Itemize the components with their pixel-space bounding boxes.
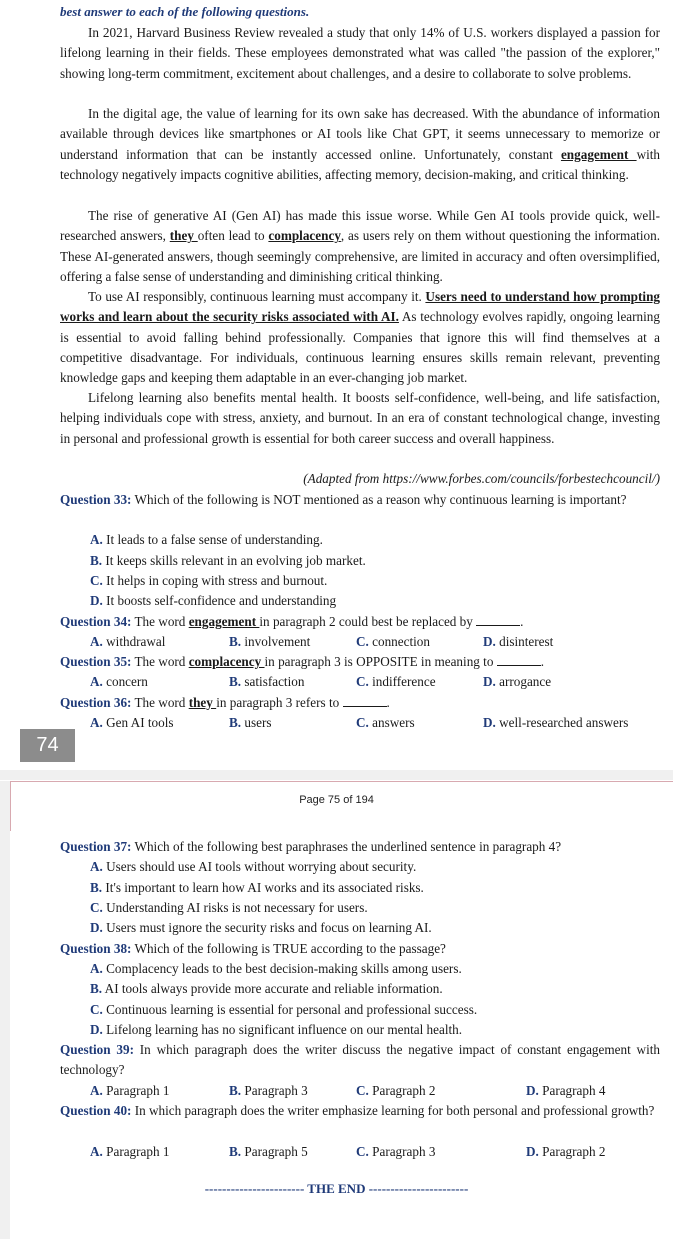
underlined-engagement: engagement — [560, 146, 637, 162]
paragraph-3: The rise of generative AI (Gen AI) has made this issue worse. While Gen AI tools provide quick, well-researched answers, they often lead to complacency, as users rely on them without questioning the information. These AI-generated answers, though seemingly comprehensive, are limited in accuracy and often oversimplified, offering a false sense of understanding and diminishing critical thinking. — [60, 208, 660, 284]
q35-option-c[interactable]: C. indifference — [356, 674, 436, 689]
q34-option-a[interactable]: A. withdrawal — [90, 634, 166, 649]
q35-option-a[interactable]: A. concern — [90, 674, 148, 689]
q38-option-c[interactable]: C. Continuous learning is essential for personal and professional success. — [90, 1002, 478, 1017]
page-left-margin — [0, 781, 10, 1239]
q33-option-b[interactable]: B. It keeps skills relevant in an evolving job market. — [90, 553, 366, 568]
q34-option-d[interactable]: D. disinterest — [483, 634, 554, 649]
q34-option-c[interactable]: C. connection — [356, 634, 430, 649]
question-34: Question 34: The word engagement in paragraph 2 could best be replaced by . — [60, 614, 524, 629]
q37-option-a[interactable]: A. Users should use AI tools without worrying about security. — [90, 859, 417, 874]
q37-option-d[interactable]: D. Users must ignore the security risks and focus on learning AI. — [90, 920, 432, 935]
underlined-complacency: complacency — [268, 228, 341, 244]
the-end-marker: ----------------------- THE END ----------------------- — [204, 1181, 469, 1196]
answer-blank — [476, 613, 520, 626]
q37-option-c[interactable]: C. Understanding AI risks is not necessary for users. — [90, 900, 368, 915]
paragraph-4: To use AI responsibly, continuous learning must accompany it. Users need to understand how prompting works and learn about the security risks associated with AI. As technology evolves rapidly, ongoing learning is essential to avoid falling behind professionally. Companies that ignore this will find themselves at a competitive disadvantage. For individuals, continuous learning ensures skills remain relevant, preventing knowledge gaps and keeping them adaptable in an ever-changing job market. — [60, 289, 660, 386]
q34-option-b[interactable]: B. involvement — [229, 634, 311, 649]
page-gap — [0, 770, 673, 780]
q35-option-b[interactable]: B. satisfaction — [229, 674, 305, 689]
paragraph-1: In 2021, Harvard Business Review revealed a study that only 14% of U.S. workers displayed a passion for lifelong learning in their fields. These employees demonstrated what was called "the passion of the explorer," showing long-term commitment, excitement about challenges, and a desire to collaborate to solve problems. — [60, 25, 660, 81]
answer-blank — [343, 694, 387, 707]
q33-option-c[interactable]: C. It helps in coping with stress and burnout. — [90, 573, 328, 588]
page-border-left — [10, 781, 11, 831]
question-38: Question 38: Which of the following is TRUE according to the passage? — [60, 941, 446, 956]
question-37: Question 37: Which of the following best paraphrases the underlined sentence in paragraph 4? — [60, 839, 562, 854]
question-39: Question 39: In which paragraph does the writer discuss the negative impact of constant engagement with technology? — [60, 1042, 661, 1078]
instruction: best answer to each of the following questions. — [60, 4, 310, 19]
q35-option-d[interactable]: D. arrogance — [483, 674, 552, 689]
q40-option-b[interactable]: B. Paragraph 5 — [229, 1144, 308, 1159]
q36-option-b[interactable]: B. users — [229, 715, 272, 730]
q39-option-c[interactable]: C. Paragraph 2 — [356, 1083, 436, 1098]
q40-option-c[interactable]: C. Paragraph 3 — [356, 1144, 436, 1159]
answer-blank — [497, 653, 541, 666]
question-33: Question 33: Which of the following is NOT mentioned as a reason why continuous learning is important? — [60, 492, 627, 507]
underlined-they: they — [169, 228, 198, 244]
q39-option-b[interactable]: B. Paragraph 3 — [229, 1083, 308, 1098]
page-border — [10, 781, 673, 782]
q40-option-d[interactable]: D. Paragraph 2 — [526, 1144, 606, 1159]
q37-option-b[interactable]: B. It's important to learn how AI works and its associated risks. — [90, 880, 424, 895]
q36-option-a[interactable]: A. Gen AI tools — [90, 715, 174, 730]
paragraph-2: In the digital age, the value of learning for its own sake has decreased. With the abundance of information available through devices like smartphones or AI tools like Chat GPT, it seems unnecessary to memorize or understand information that can be instantly accessed online. Unfortunately, constant engagement with technology negatively impacts cognitive abilities, affecting memory, decision-making, and critical thinking. — [60, 106, 661, 182]
question-35: Question 35: The word complacency in paragraph 3 is OPPOSITE in meaning to . — [60, 654, 545, 669]
q38-option-b[interactable]: B. AI tools always provide more accurate and reliable information. — [90, 981, 443, 996]
q38-option-a[interactable]: A. Complacency leads to the best decision-making skills among users. — [90, 961, 462, 976]
q36-option-d[interactable]: D. well-researched answers — [483, 715, 629, 730]
q33-option-d[interactable]: D. It boosts self-confidence and understanding — [90, 593, 337, 608]
question-36: Question 36: The word they in paragraph 3 refers to . — [60, 695, 390, 710]
q36-option-c[interactable]: C. answers — [356, 715, 415, 730]
underlined-sentence: Users need to understand how prompting works and learn about the security risks associated with AI. — [60, 289, 660, 325]
q39-option-a[interactable]: A. Paragraph 1 — [90, 1083, 170, 1098]
q38-option-d[interactable]: D. Lifelong learning has no significant influence on our mental health. — [90, 1022, 463, 1037]
q40-option-a[interactable]: A. Paragraph 1 — [90, 1144, 170, 1159]
question-40: Question 40: In which paragraph does the writer emphasize learning for both personal and professional growth? — [60, 1103, 655, 1118]
q33-option-a[interactable]: A. It leads to a false sense of understanding. — [90, 532, 323, 547]
page-number: Page 75 of 194 — [299, 794, 374, 806]
page-badge: 74 — [20, 729, 75, 762]
paragraph-5: Lifelong learning also benefits mental health. It boosts self-confidence, well-being, and life satisfaction, helping individuals cope with stress, anxiety, and burnout. In an era of constant technological change, investing in personal and professional growth is essential for both career success and overall happiness. — [60, 390, 660, 446]
q39-option-d[interactable]: D. Paragraph 4 — [526, 1083, 606, 1098]
source-citation: (Adapted from https://www.forbes.com/councils/forbestechcouncil/) — [303, 471, 660, 486]
